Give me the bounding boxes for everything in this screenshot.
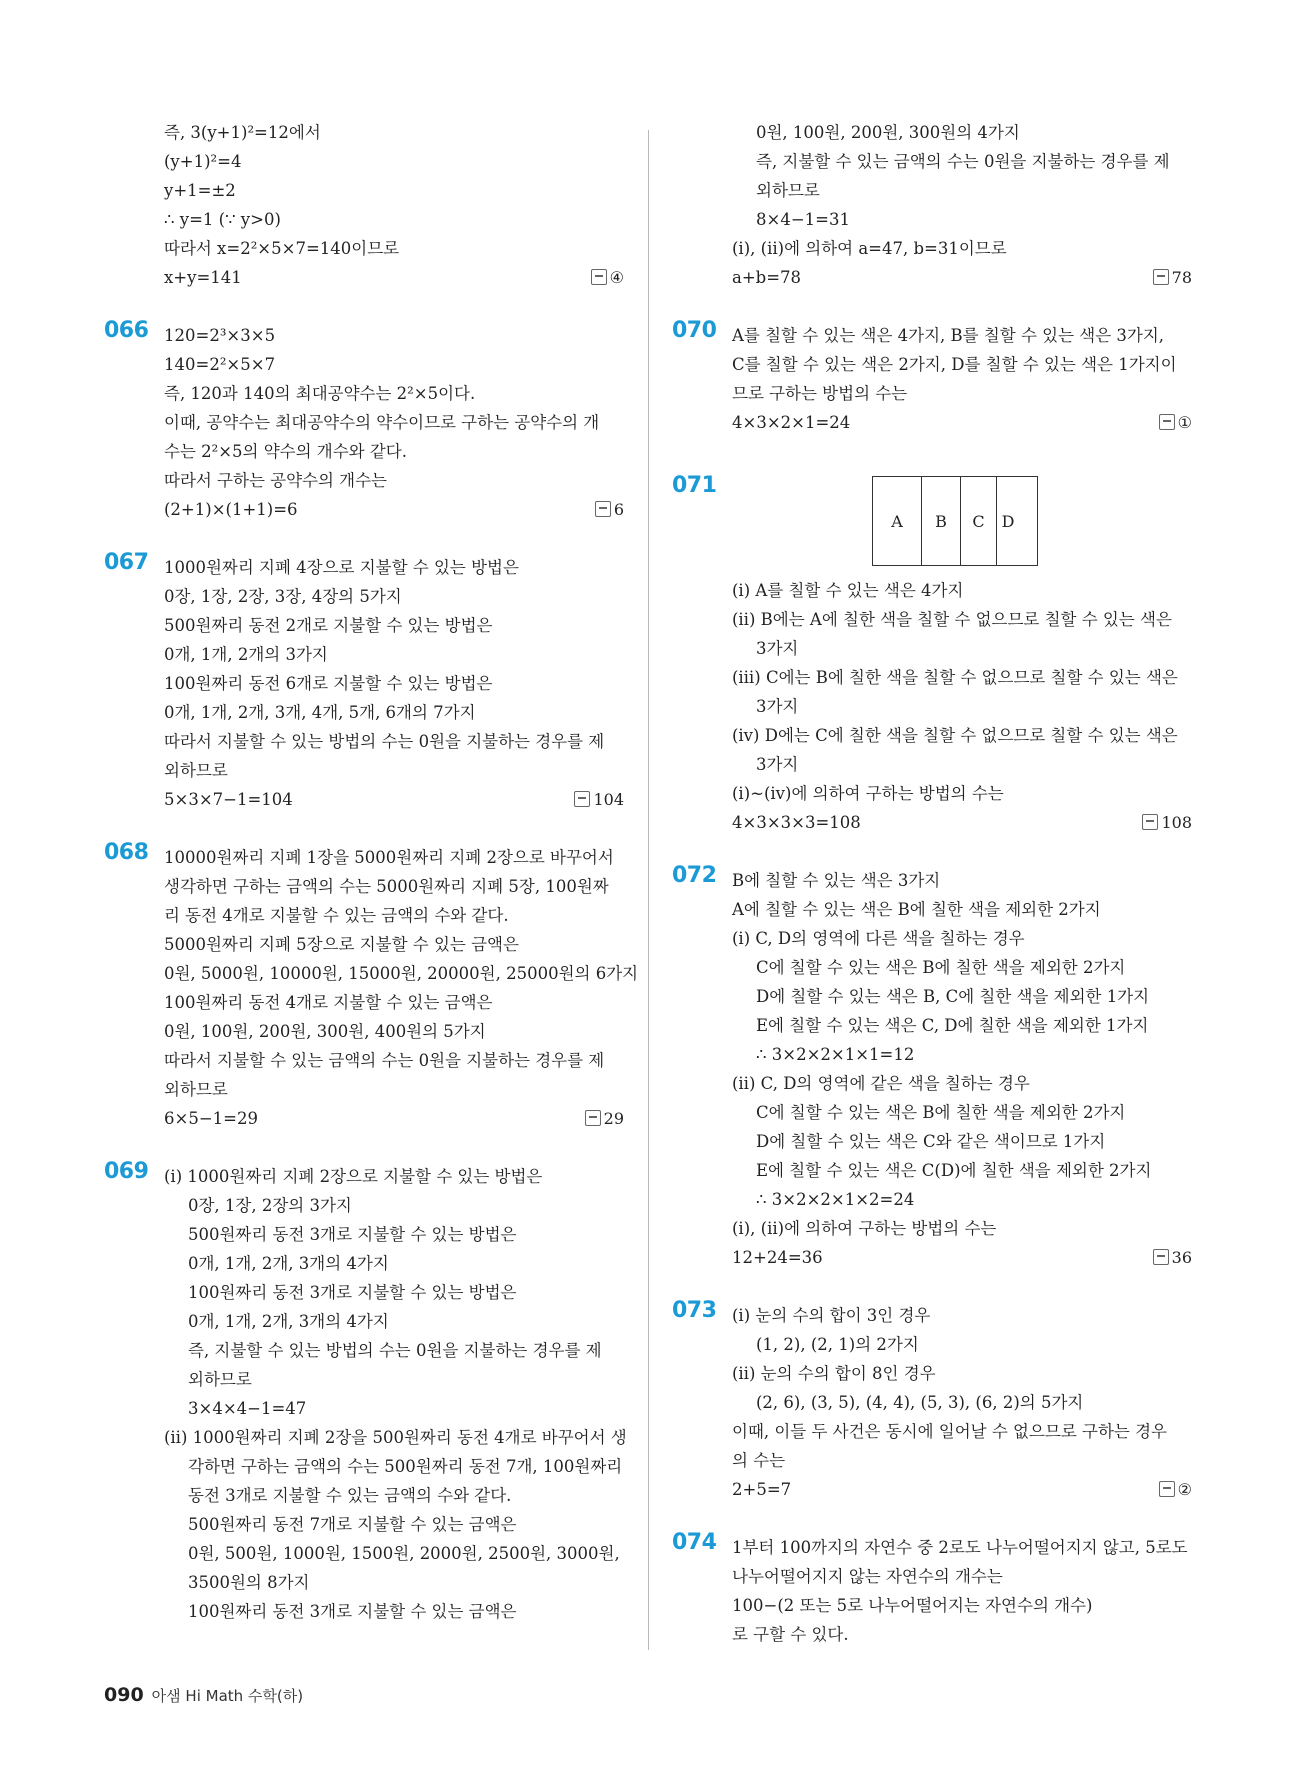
problem-gap bbox=[672, 292, 1192, 321]
solution-line bbox=[732, 205, 1192, 234]
problem-gap bbox=[672, 1272, 1192, 1301]
solution-line bbox=[164, 408, 624, 437]
line-text: 의 수는 bbox=[732, 1451, 786, 1470]
line-text: ∴ y=1 (∵ y>0) bbox=[164, 210, 281, 229]
problem-074 bbox=[672, 1530, 1192, 1649]
problem-gap bbox=[104, 524, 624, 553]
line-text: 즉, 지불할 수 있는 금액의 수는 0원을 지불하는 경우를 제 bbox=[756, 152, 1170, 171]
line-text: 1부터 100까지의 자연수 중 2로도 나누어떨어지지 않고, 5로도 bbox=[732, 1538, 1188, 1557]
line-text: 0장, 1장, 2장, 3장, 4장의 5가지 bbox=[164, 587, 402, 606]
line-text: 따라서 구하는 공약수의 개수는 bbox=[164, 471, 387, 490]
solution-line bbox=[732, 1069, 1192, 1098]
line-text: (ⅱ) C, D의 영역에 같은 색을 칠하는 경우 bbox=[732, 1074, 1030, 1093]
solution-line bbox=[732, 692, 1192, 721]
region-cell: D bbox=[1001, 511, 1015, 531]
line-text: (ⅰ), (ⅱ)에 의하여 구하는 방법의 수는 bbox=[732, 1219, 997, 1238]
solution-line bbox=[164, 495, 624, 524]
line-text: 0장, 1장, 2장의 3가지 bbox=[188, 1196, 352, 1215]
line-text: 3가지 bbox=[756, 639, 799, 658]
solution-line bbox=[732, 1446, 1192, 1475]
answer-mark bbox=[1159, 408, 1192, 437]
line-text: ∴ 3×2×2×1×2=24 bbox=[756, 1190, 915, 1209]
solution-line bbox=[732, 379, 1192, 408]
solution-line bbox=[732, 1533, 1192, 1562]
book-title: 아샘 Hi Math 수학(하) bbox=[151, 1687, 304, 1705]
line-text: 리 동전 4개로 지불할 수 있는 금액의 수와 같다. bbox=[164, 906, 509, 925]
solution-line bbox=[164, 756, 624, 785]
line-text: 따라서 지불할 수 있는 금액의 수는 0원을 지불하는 경우를 제 bbox=[164, 1051, 605, 1070]
problem-gap bbox=[672, 437, 1192, 466]
region-cell: B bbox=[922, 477, 961, 565]
solution-line bbox=[732, 982, 1192, 1011]
continued-solution bbox=[104, 118, 624, 292]
answer-value: ④ bbox=[609, 268, 624, 287]
problem-number: 072 bbox=[672, 863, 717, 888]
solution-line bbox=[164, 1336, 624, 1365]
left-column bbox=[104, 118, 639, 1626]
line-text: (y+1)²=4 bbox=[164, 152, 242, 171]
line-text: 500원짜리 동전 3개로 지불할 수 있는 방법은 bbox=[188, 1225, 517, 1244]
line-text: 외하므로 bbox=[164, 761, 228, 780]
answer-value: 104 bbox=[593, 790, 624, 809]
problem-gap bbox=[672, 1504, 1192, 1533]
problem-070 bbox=[672, 318, 1192, 437]
solution-line bbox=[164, 1017, 624, 1046]
line-text: (ⅲ) C에는 B에 칠한 색을 칠할 수 없으므로 칠할 수 있는 색은 bbox=[732, 668, 1178, 687]
problem-gap bbox=[104, 814, 624, 843]
line-text: ∴ 3×2×2×1×1=12 bbox=[756, 1045, 915, 1064]
problem-073 bbox=[672, 1298, 1192, 1504]
region-figure bbox=[872, 476, 1038, 566]
line-text: (ⅰ) A를 칠할 수 있는 색은 4가지 bbox=[732, 581, 964, 600]
answer-mark bbox=[1153, 1243, 1192, 1272]
line-text: 외하므로 bbox=[164, 1080, 228, 1099]
line-text: 므로 구하는 방법의 수는 bbox=[732, 384, 908, 403]
line-text: 3500원의 8가지 bbox=[188, 1573, 310, 1592]
line-text: a+b=78 bbox=[732, 268, 802, 287]
solution-line bbox=[732, 1214, 1192, 1243]
line-text: (ⅱ) 눈의 수의 합이 8인 경우 bbox=[732, 1364, 936, 1383]
line-text: (ⅱ) 1000원짜리 지폐 2장을 500원짜리 동전 4개로 바꾸어서 생 bbox=[164, 1428, 627, 1447]
line-text: C에 칠할 수 있는 색은 B에 칠한 색을 제외한 2가지 bbox=[756, 1103, 1126, 1122]
line-text: 10000원짜리 지폐 1장을 5000원짜리 지폐 2장으로 바꾸어서 bbox=[164, 848, 614, 867]
line-text: 즉, 지불할 수 있는 방법의 수는 0원을 지불하는 경우를 제 bbox=[188, 1341, 602, 1360]
solution-line bbox=[732, 350, 1192, 379]
line-text: 생각하면 구하는 금액의 수는 5000원짜리 지폐 5장, 100원짜 bbox=[164, 877, 609, 896]
solution-line bbox=[164, 1046, 624, 1075]
line-text: 따라서 지불할 수 있는 방법의 수는 0원을 지불하는 경우를 제 bbox=[164, 732, 605, 751]
problem-number: 068 bbox=[104, 840, 149, 865]
solution-line bbox=[164, 872, 624, 901]
problem-071 bbox=[672, 473, 1192, 837]
solution-line bbox=[164, 1481, 624, 1510]
solution-line bbox=[732, 779, 1192, 808]
solution-line bbox=[164, 930, 624, 959]
answer-value: 6 bbox=[613, 500, 624, 519]
solution-line bbox=[732, 176, 1192, 205]
problem-number: 070 bbox=[672, 318, 717, 343]
line-text: (1, 2), (2, 1)의 2가지 bbox=[756, 1335, 919, 1354]
problem-number: 071 bbox=[672, 473, 717, 498]
line-text: 3가지 bbox=[756, 697, 799, 716]
problem-069 bbox=[104, 1159, 627, 1626]
answer-value: ① bbox=[1177, 413, 1192, 432]
answer-icon bbox=[585, 1110, 601, 1126]
problem-number: 067 bbox=[104, 550, 149, 575]
solution-line bbox=[164, 1452, 624, 1481]
solution-line bbox=[164, 901, 624, 930]
solution-line bbox=[164, 350, 624, 379]
solution-line bbox=[164, 727, 624, 756]
solution-line bbox=[164, 1423, 627, 1452]
solution-line bbox=[732, 750, 1192, 779]
solution-line bbox=[164, 1307, 624, 1336]
solution-line bbox=[732, 1243, 1192, 1272]
solution-line bbox=[732, 721, 1192, 750]
line-text: 0원, 100원, 200원, 300원, 400원의 5가지 bbox=[164, 1022, 486, 1041]
answer-value: 29 bbox=[603, 1109, 624, 1128]
solution-line bbox=[732, 1098, 1192, 1127]
solution-line bbox=[732, 866, 1192, 895]
solution-line bbox=[164, 1597, 624, 1626]
line-text: D에 칠할 수 있는 색은 C와 같은 색이므로 1가지 bbox=[756, 1132, 1106, 1151]
line-text: 100원짜리 동전 3개로 지불할 수 있는 방법은 bbox=[188, 1283, 517, 1302]
problem-gap bbox=[104, 292, 624, 321]
problem-067 bbox=[104, 550, 624, 814]
answer-icon bbox=[1142, 814, 1158, 830]
solution-line bbox=[164, 553, 624, 582]
solution-line bbox=[164, 1568, 624, 1597]
solution-line bbox=[164, 1278, 624, 1307]
problem-066 bbox=[104, 318, 624, 524]
line-text: 140=2²×5×7 bbox=[164, 355, 276, 374]
line-text: 수는 2²×5의 약수의 개수와 같다. bbox=[164, 442, 407, 461]
answer-mark bbox=[1142, 808, 1192, 837]
solution-line bbox=[732, 663, 1192, 692]
line-text: C에 칠할 수 있는 색은 B에 칠한 색을 제외한 2가지 bbox=[756, 958, 1126, 977]
problem-number: 069 bbox=[104, 1159, 149, 1184]
solution-line bbox=[732, 953, 1192, 982]
solution-line bbox=[164, 1075, 624, 1104]
solution-line bbox=[732, 1562, 1192, 1591]
solution-line bbox=[732, 1591, 1192, 1620]
answer-icon bbox=[1153, 269, 1169, 285]
solution-line bbox=[164, 466, 624, 495]
solution-line bbox=[164, 1162, 624, 1191]
answer-icon bbox=[1159, 1481, 1175, 1497]
line-text: 5000원짜리 지폐 5장으로 지불할 수 있는 금액은 bbox=[164, 935, 519, 954]
answer-icon bbox=[1153, 1249, 1169, 1265]
solution-line bbox=[732, 895, 1192, 924]
answer-value: 78 bbox=[1171, 268, 1192, 287]
line-text: C를 칠할 수 있는 색은 2가지, D를 칠할 수 있는 색은 1가지이 bbox=[732, 355, 1177, 374]
solution-line bbox=[164, 1191, 624, 1220]
line-text: 외하므로 bbox=[188, 1370, 252, 1389]
solution-line bbox=[732, 1359, 1192, 1388]
line-text: 6×5−1=29 bbox=[164, 1109, 258, 1128]
solution-line bbox=[732, 576, 1192, 605]
solution-line bbox=[164, 843, 624, 872]
line-text: 외하므로 bbox=[756, 181, 820, 200]
solution-line bbox=[164, 379, 624, 408]
problem-number: 066 bbox=[104, 318, 149, 343]
solution-line bbox=[164, 669, 624, 698]
line-text: 0개, 1개, 2개, 3개의 4가지 bbox=[188, 1312, 389, 1331]
line-text: (2, 6), (3, 5), (4, 4), (5, 3), (6, 2)의 5가지 bbox=[756, 1393, 1084, 1412]
solution-line bbox=[732, 1040, 1192, 1069]
line-text: 3가지 bbox=[756, 755, 799, 774]
line-text: 나누어떨어지지 않는 자연수의 개수는 bbox=[732, 1567, 1003, 1586]
answer-mark bbox=[1153, 263, 1192, 292]
line-text: (ⅰ), (ⅱ)에 의하여 a=47, b=31이므로 bbox=[732, 239, 1007, 258]
problem-gap bbox=[104, 1133, 624, 1162]
solution-line bbox=[164, 1220, 624, 1249]
line-text: 8×4−1=31 bbox=[756, 210, 850, 229]
line-text: A에 칠할 수 있는 색은 B에 칠한 색을 제외한 2가지 bbox=[732, 900, 1101, 919]
solution-line bbox=[164, 263, 624, 292]
solution-line bbox=[732, 1330, 1192, 1359]
line-text: (ⅰ)~(ⅳ)에 의하여 구하는 방법의 수는 bbox=[732, 784, 1004, 803]
line-text: (ⅰ) 1000원짜리 지폐 2장으로 지불할 수 있는 방법은 bbox=[164, 1167, 543, 1186]
right-column bbox=[672, 118, 1192, 1649]
solution-line bbox=[732, 605, 1192, 634]
solution-line bbox=[164, 698, 624, 727]
line-text: 0원, 100원, 200원, 300원의 4가지 bbox=[756, 123, 1020, 142]
region-cell: C bbox=[961, 477, 997, 565]
line-text: (ⅰ) 눈의 수의 합이 3인 경우 bbox=[732, 1306, 931, 1325]
problem-072 bbox=[672, 863, 1192, 1272]
solution-line bbox=[164, 785, 624, 814]
solution-line bbox=[164, 1539, 624, 1568]
solution-line bbox=[164, 1510, 624, 1539]
line-text: B에 칠할 수 있는 색은 3가지 bbox=[732, 871, 941, 890]
answer-mark bbox=[591, 263, 624, 292]
line-text: E에 칠할 수 있는 색은 C, D에 칠한 색을 제외한 1가지 bbox=[756, 1016, 1149, 1035]
solution-line bbox=[164, 1365, 624, 1394]
solution-line bbox=[164, 1104, 624, 1133]
line-text: 4×3×2×1=24 bbox=[732, 413, 851, 432]
solution-line bbox=[164, 582, 624, 611]
solution-line bbox=[732, 1388, 1192, 1417]
page-number: 090 bbox=[104, 1684, 144, 1706]
line-text: (ⅱ) B에는 A에 칠한 색을 칠할 수 없으므로 칠할 수 있는 색은 bbox=[732, 610, 1172, 629]
solution-line bbox=[164, 1249, 624, 1278]
solution-line bbox=[732, 408, 1192, 437]
line-text: y+1=±2 bbox=[164, 181, 236, 200]
answer-value: 36 bbox=[1171, 1248, 1192, 1267]
solution-line bbox=[732, 263, 1192, 292]
line-text: 1000원짜리 지폐 4장으로 지불할 수 있는 방법은 bbox=[164, 558, 519, 577]
line-text: 3×4×4−1=47 bbox=[188, 1399, 307, 1418]
solution-line bbox=[732, 634, 1192, 663]
region-cell: A bbox=[873, 477, 922, 565]
line-text: 0원, 500원, 1000원, 1500원, 2000원, 2500원, 3000원, bbox=[188, 1544, 620, 1563]
solution-line bbox=[164, 176, 624, 205]
line-text: 120=2³×3×5 bbox=[164, 326, 276, 345]
solution-line bbox=[732, 234, 1192, 263]
solution-line bbox=[164, 321, 624, 350]
line-text: 4×3×3×3=108 bbox=[732, 813, 861, 832]
line-text: A를 칠할 수 있는 색은 4가지, B를 칠할 수 있는 색은 3가지, bbox=[732, 326, 1164, 345]
page-footer bbox=[104, 1684, 303, 1706]
line-text: 이때, 이들 두 사건은 동시에 일어날 수 없으므로 구하는 경우 bbox=[732, 1422, 1167, 1441]
solution-line bbox=[732, 1156, 1192, 1185]
line-text: 500원짜리 동전 7개로 지불할 수 있는 금액은 bbox=[188, 1515, 517, 1534]
answer-icon bbox=[1159, 414, 1175, 430]
solution-line bbox=[164, 205, 624, 234]
continued-solution bbox=[672, 118, 1192, 292]
solution-line bbox=[732, 1417, 1192, 1446]
solution-line bbox=[732, 1127, 1192, 1156]
solution-line bbox=[732, 1475, 1192, 1504]
line-text: 100−(2 또는 5로 나누어떨어지는 자연수의 개수) bbox=[732, 1596, 1093, 1615]
solution-line bbox=[732, 808, 1192, 837]
line-text: 0개, 1개, 2개, 3개, 4개, 5개, 6개의 7가지 bbox=[164, 703, 476, 722]
line-text: 이때, 공약수는 최대공약수의 약수이므로 구하는 공약수의 개 bbox=[164, 413, 600, 432]
line-text: (ⅳ) D에는 C에 칠한 색을 칠할 수 없으므로 칠할 수 있는 색은 bbox=[732, 726, 1178, 745]
solution-line bbox=[732, 1185, 1192, 1214]
solution-line bbox=[164, 437, 624, 466]
line-text: D에 칠할 수 있는 색은 B, C에 칠한 색을 제외한 1가지 bbox=[756, 987, 1150, 1006]
line-text: E에 칠할 수 있는 색은 C(D)에 칠한 색을 제외한 2가지 bbox=[756, 1161, 1152, 1180]
solution-line bbox=[164, 988, 624, 1017]
line-text: x+y=141 bbox=[164, 268, 242, 287]
solution-line bbox=[732, 321, 1192, 350]
answer-icon bbox=[591, 269, 607, 285]
solution-line bbox=[164, 234, 624, 263]
problem-gap bbox=[672, 837, 1192, 866]
solution-line bbox=[732, 1011, 1192, 1040]
answer-mark bbox=[574, 785, 624, 814]
solution-line bbox=[164, 118, 624, 147]
problem-number: 074 bbox=[672, 1530, 717, 1555]
line-text: 0개, 1개, 2개, 3개의 4가지 bbox=[188, 1254, 389, 1273]
solution-line bbox=[732, 118, 1192, 147]
line-text: 100원짜리 동전 4개로 지불할 수 있는 금액은 bbox=[164, 993, 493, 1012]
line-text: 따라서 x=2²×5×7=140이므로 bbox=[164, 239, 400, 258]
line-text: 100원짜리 동전 3개로 지불할 수 있는 금액은 bbox=[188, 1602, 517, 1621]
solution-line bbox=[164, 1394, 624, 1423]
solution-line bbox=[732, 1301, 1192, 1330]
answer-icon bbox=[595, 501, 611, 517]
line-text: 동전 3개로 지불할 수 있는 금액의 수와 같다. bbox=[188, 1486, 512, 1505]
solution-line bbox=[732, 1620, 1192, 1649]
line-text: (2+1)×(1+1)=6 bbox=[164, 500, 298, 519]
line-text: (ⅰ) C, D의 영역에 다른 색을 칠하는 경우 bbox=[732, 929, 1025, 948]
solution-line bbox=[164, 611, 624, 640]
problem-068 bbox=[104, 840, 639, 1133]
line-text: 즉, 120과 140의 최대공약수는 2²×5이다. bbox=[164, 384, 476, 403]
answer-mark bbox=[595, 495, 624, 524]
solution-line bbox=[732, 147, 1192, 176]
solution-line bbox=[164, 640, 624, 669]
line-text: 2+5=7 bbox=[732, 1480, 792, 1499]
line-text: 500원짜리 동전 2개로 지불할 수 있는 방법은 bbox=[164, 616, 493, 635]
answer-icon bbox=[574, 791, 590, 807]
solution-line bbox=[732, 924, 1192, 953]
answer-mark bbox=[585, 1104, 624, 1133]
line-text: 로 구할 수 있다. bbox=[732, 1625, 849, 1644]
answer-mark bbox=[1159, 1475, 1192, 1504]
line-text: 0원, 5000원, 10000원, 15000원, 20000원, 25000원의 6가지 bbox=[164, 964, 639, 983]
line-text: 즉, 3(y+1)²=12에서 bbox=[164, 123, 321, 142]
answer-value: ② bbox=[1177, 1480, 1192, 1499]
line-text: 12+24=36 bbox=[732, 1248, 823, 1267]
line-text: 100원짜리 동전 6개로 지불할 수 있는 방법은 bbox=[164, 674, 493, 693]
line-text: 각하면 구하는 금액의 수는 500원짜리 동전 7개, 100원짜리 bbox=[188, 1457, 623, 1476]
line-text: 0개, 1개, 2개의 3가지 bbox=[164, 645, 328, 664]
solution-line bbox=[164, 959, 639, 988]
problem-number: 073 bbox=[672, 1298, 717, 1323]
line-text: 5×3×7−1=104 bbox=[164, 790, 293, 809]
column-divider bbox=[648, 130, 649, 1650]
solution-line bbox=[164, 147, 624, 176]
answer-value: 108 bbox=[1161, 813, 1192, 832]
